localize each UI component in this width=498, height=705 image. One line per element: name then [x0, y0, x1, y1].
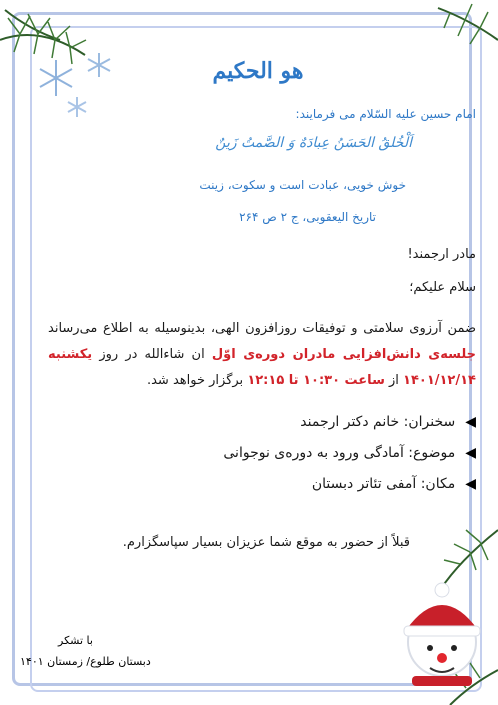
page-title: هو الحکیم	[212, 58, 304, 84]
hadith-arabic: اَلْخُلقُ الحَسَنُ عِبادَهٌ وَ الصَّمتُ زَینٌ	[215, 135, 412, 151]
hadith-intro: امام حسین علیه السّلام می فرمایند:	[295, 107, 476, 121]
bullet-arrow-icon: ◀	[465, 414, 476, 430]
paragraph-text: ان شاءالله در روز	[92, 347, 212, 362]
bullet-arrow-icon: ◀	[465, 476, 476, 492]
speaker-item: سخنران: خانم دکتر ارجمند	[300, 414, 456, 430]
greeting: سلام علیکم؛	[409, 280, 476, 295]
thanks-line: قبلاً از حضور به موقع شما عزیزان بسیار سپاسگزارم.	[122, 535, 410, 550]
bullet-arrow-icon: ◀	[465, 445, 476, 461]
hadith-source: تاریخ الیعقوبی، ج ۲ ص ۲۶۴	[239, 210, 376, 224]
paragraph-text: برگزار خواهد شد.	[146, 373, 248, 388]
list-item	[56, 410, 476, 434]
hadith-persian: خوش خویی، عبادت است و سکوت، زینت	[199, 178, 406, 192]
session-time: ساعت ۱۰:۳۰ تا ۱۲:۱۵	[247, 373, 385, 388]
location-item: مکان: آمفی تئاتر دبستان	[311, 476, 456, 492]
announcement-paragraph	[48, 316, 476, 394]
salutation: مادر ارجمند!	[407, 247, 476, 262]
snowflake-icon	[66, 96, 88, 118]
topic-item: موضوع: آمادگی ورود به دوره‌ی نوجوانی	[223, 445, 456, 461]
list-item	[56, 441, 476, 465]
signature-line: با تشکر	[58, 634, 93, 647]
session-title: جلسه‌ی دانش‌افزایی مادران دوره‌ی اوّل	[211, 347, 476, 362]
session-date: یکشنبه ۱۴۰۱/۱۲/۱۴	[48, 347, 476, 388]
list-item	[56, 472, 476, 496]
paragraph-text: از	[384, 373, 404, 388]
details-list	[56, 410, 476, 503]
paragraph-text: ضمن آرزوی سلامتی و توفیقات روزافزون الهی، بدینوسیله به اطلاع می‌رساند	[48, 321, 476, 336]
school-signature: دبستان طلوع/ زمستان ۱۴۰۱	[20, 655, 151, 668]
